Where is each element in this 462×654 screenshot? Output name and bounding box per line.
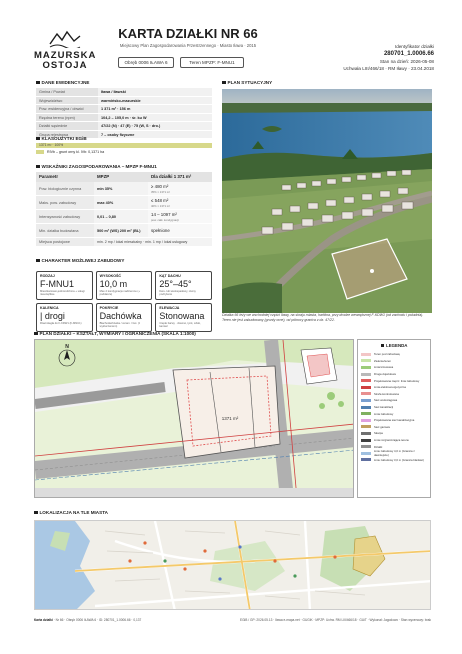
wsk-plot <box>148 210 212 223</box>
id-block <box>343 43 434 72</box>
legend-label: Linia elektroenergetyczna <box>374 385 406 390</box>
legend-label: Zielenie/teren <box>374 358 391 363</box>
legend-item <box>361 430 427 437</box>
wsk-header-row <box>36 172 212 182</box>
dane-key: Rzędna terenu (npm) <box>36 114 98 122</box>
legend-label: Strefa kontrolowana <box>374 391 399 396</box>
aerial-photo-image <box>222 89 432 313</box>
char-card-label: KALENICA <box>40 306 59 310</box>
klasy-swatch <box>36 150 44 154</box>
wsk-col-param: Parametr <box>39 174 59 179</box>
id-value: 280701_1.0006.66 <box>383 51 434 57</box>
legend-label: Sieć gazowa <box>374 424 390 429</box>
logo <box>34 28 96 72</box>
char-block <box>36 266 212 332</box>
plot-area-label: 1371 m² <box>221 416 239 421</box>
legend-swatch <box>361 379 371 382</box>
legend-item <box>361 371 427 378</box>
dane-row <box>36 105 212 114</box>
wsk-heading: WSKAŹNIKI ZAGOSPODAROWANIA – MPZP F-MNU1 <box>36 164 157 169</box>
klasy-bar: 1371 m² · 100% <box>36 143 212 148</box>
legend-swatch <box>361 353 371 356</box>
legend-swatch <box>361 392 371 395</box>
char-card-desc: Max 2 kondygnacje nadziemne (+ poddasze) <box>99 290 140 297</box>
char-card-label: ELEWACJA <box>159 306 180 310</box>
section-square-icon <box>36 137 40 141</box>
klasy-legend: RIVb – grunt orny kl. IVb: 0,1371 ha <box>36 150 212 154</box>
legend-item <box>361 457 427 464</box>
char-card-desc: Dwu- lub wielospadowy, równy pochylenie <box>159 290 196 297</box>
section-square-icon <box>34 511 38 515</box>
logo-line2: OSTOJA <box>42 60 88 71</box>
wave-logo-icon <box>48 28 82 48</box>
legend-label: Linie zabudowy 4,0 m (Granica z dawniejsze) <box>374 449 415 458</box>
wsk-plot <box>148 224 212 237</box>
section-square-icon <box>36 81 40 85</box>
legend-label: Teren pod zabudowę <box>374 352 400 357</box>
legend-panel <box>357 339 431 498</box>
char-card <box>155 303 212 332</box>
legend-label: Linia rozgraniczająca terenu <box>374 438 409 443</box>
char-card-desc: Równoległa do F-KDW1 (F-MNU1) <box>40 322 82 325</box>
lok-heading: LOKALIZACJA NA TLE MIASTA <box>34 510 108 515</box>
char-heading: CHARAKTER MOŻLIWEJ ZABUDOWY <box>36 258 124 263</box>
char-card-desc: Ciepłe barwy · drewno, tynk, szkło, kamień <box>159 322 201 329</box>
char-card-desc: Mieszkaniowo-jednorodzinna + usługi nieuciążliwe <box>40 290 85 297</box>
char-card <box>96 271 153 300</box>
dane-key: Działki sąsiednie <box>36 122 98 130</box>
klasy-heading: KLASOUŻYTKI EGiB <box>36 136 87 141</box>
wsk-plot-value: 14 – 1097 m² <box>151 211 177 217</box>
aerial-photo <box>222 89 432 313</box>
legend-label: Działki <box>374 444 383 449</box>
legend-swatch <box>361 386 371 389</box>
obreb-pill: Obręb 0006 IŁAWA 6 <box>118 57 174 68</box>
id-label: Identyfikator działki <box>394 44 434 49</box>
stan-date: Stan na dzień: 2026-05-08 <box>379 59 434 64</box>
legend-label: Projektowana sieć kanalizacyjna <box>374 418 415 423</box>
char-card-value: Dachówka <box>99 311 142 321</box>
char-card <box>155 271 212 300</box>
dane-row <box>36 88 212 97</box>
legend-label: Skarpa <box>374 431 383 436</box>
wsk-plot-value: ≤ 548 m² <box>151 197 169 203</box>
section-square-icon <box>34 332 38 336</box>
dane-key: Pow. ewidencyjna / obwód <box>36 105 98 113</box>
dane-value: 104,2 – 105,0 m · śr. ku W <box>98 114 212 122</box>
wsk-plot-value: ≥ 480 m² <box>151 183 169 189</box>
legend-title: LEGENDA <box>361 343 427 348</box>
char-card <box>96 303 153 332</box>
char-card-label: WYSOKOŚĆ <box>99 274 122 278</box>
dane-value: warmińsko-mazurskie <box>98 97 212 105</box>
legend-item <box>361 404 427 411</box>
char-card-value: 25°–45° <box>159 279 192 289</box>
dane-value: 1 371 m² · 156 m <box>98 105 212 113</box>
wsk-param: Intensywność zabudowy <box>36 210 94 223</box>
dane-heading: DANE EWIDENCYJNE <box>36 80 90 85</box>
legend-label: Linia krzewowa <box>374 365 394 370</box>
wsk-col-plot: Dla działki 1 371 m² <box>151 174 192 179</box>
char-card <box>36 271 93 300</box>
section-square-icon <box>36 259 40 263</box>
char-card-value: F-MNU1 <box>40 279 74 289</box>
city-location-map <box>34 520 431 610</box>
dane-row <box>36 114 212 123</box>
char-card-desc: Blachodachówka / ceram. / bet. (z wykluczeniem) <box>99 322 141 329</box>
legend-swatch <box>361 406 371 409</box>
dane-key: Gmina / Powiat <box>36 88 98 96</box>
legend-swatch <box>361 373 371 376</box>
legend-label: Sieć kanalizacji <box>374 405 394 410</box>
plan-dz-heading: PLAN DZIAŁKI – KSZTAŁT, WYMIARY I OGRANICZENIA (SKALA 1:1000) <box>34 331 196 336</box>
legend-item <box>361 364 427 371</box>
legend-swatch <box>361 419 371 422</box>
dane-key: Grupa rejestrowa <box>36 131 98 139</box>
klasy-block <box>36 143 212 154</box>
wsk-row <box>36 224 212 238</box>
char-card-label: POKRYCIE <box>99 306 119 310</box>
legend-item <box>361 384 427 391</box>
legend-item <box>361 410 427 417</box>
logo-line1: MAZURSKA <box>34 50 97 61</box>
dane-value: 47/22 (N) · 47 (E) · 75 (W, S · dro.) <box>98 122 212 130</box>
dane-value: Iława / Iławski <box>98 88 212 96</box>
legend-swatch <box>361 425 371 428</box>
legend-item <box>361 450 427 457</box>
section-square-icon <box>36 165 40 169</box>
legend-item <box>361 417 427 424</box>
plot-plan-map <box>34 339 354 498</box>
uchwala: Uchwała LIII/466/18 · RM Iławy · 23.04.2018 <box>343 66 434 71</box>
city-map-svg <box>35 521 431 610</box>
photo-caption: Działka 66 leży we wschodniej części Iławy, na skraju miasta, harfdna, przy drodze wewnętrznej F-KDW1 (od zachodu i południa). Teren nie jest zabudowany (grunty orne), od północy granica z dz. 47/22. <box>222 313 424 322</box>
wsk-mpzp: min 35% <box>94 182 148 195</box>
wsk-row <box>36 210 212 224</box>
legend-label: Sieć wodociągowa <box>374 398 398 403</box>
wsk-mpzp: 500 m² (WS) 200 m² (BL) <box>94 224 148 237</box>
char-card-value: 10,0 m <box>99 279 128 289</box>
dane-row <box>36 122 212 131</box>
wsk-plot-sub: 40% × 1371 m² <box>151 203 171 208</box>
legend-item <box>361 391 427 398</box>
wsk-row <box>36 182 212 196</box>
wsk-plot-sub: pow. całk. kondygnacji <box>151 217 179 222</box>
wsk-row <box>36 196 212 210</box>
title-block <box>108 26 268 48</box>
char-card-value: | drogi <box>40 311 65 321</box>
wsk-plot-sub: 35% × 1371 m² <box>151 189 171 194</box>
wsk-mpzp: 0,01 – 0,80 <box>94 210 148 223</box>
section-square-icon <box>222 81 226 85</box>
legend-swatch <box>361 399 371 402</box>
wsk-col-mpzp: MPZP <box>97 174 110 179</box>
wsk-param: Maks. pow. zabudowy <box>36 196 94 209</box>
dane-key: Województwo <box>36 97 98 105</box>
footer-right: EGiB / GP: 2026.05.13 · Iława e-mapa.net · GUGiK · MPZP: Uchw. RM LIII/466/18 · GUiT · Wykonał: Jagodowo · Stan wycenowy: brak <box>239 618 431 622</box>
legend-label: Linie zabudowy 3,0 m (Granica blankiet) <box>374 457 424 462</box>
wsk-param: Pow. biologicznie czynna <box>36 182 94 195</box>
plot-plan-svg <box>35 340 354 498</box>
page-subtitle: Miejscowy Plan Zagospodarowania Przestrzennego · Miasto Iława · 2015 <box>119 43 257 48</box>
north-label: N <box>65 344 69 350</box>
dane-table <box>36 88 212 139</box>
wsk-table <box>36 172 212 247</box>
legend-item <box>361 397 427 404</box>
legend-swatch <box>361 458 371 461</box>
legend-label: Linia zabudowy <box>374 411 394 416</box>
dane-value: 7 – osoby fizyczne <box>98 131 212 139</box>
wsk-param: Min. działka budowlana <box>36 224 94 237</box>
char-card-value: Stonowana <box>159 311 205 321</box>
wsk-plot <box>148 182 212 195</box>
plan-syt-heading: PLAN SYTUACYJNY <box>222 80 272 85</box>
legend-swatch <box>361 452 371 455</box>
section-square-icon <box>381 344 385 348</box>
legend-item <box>361 377 427 384</box>
wsk-note-row: Miejsca postojowe min. 2 mp / lokal mieszkalny · min. 1 mp / lokal usługowy <box>36 238 212 247</box>
legend-swatch <box>361 359 371 362</box>
wsk-mpzp: max 40% <box>94 196 148 209</box>
legend-item <box>361 351 427 358</box>
legend-swatch <box>361 432 371 435</box>
legend-label: Droga dojazdowa <box>374 372 396 377</box>
legend-swatch <box>361 366 371 369</box>
legend-item <box>361 424 427 431</box>
page-title: KARTA DZIAŁKI NR 66 <box>118 26 258 41</box>
page-footer <box>34 618 431 626</box>
legend-swatch <box>361 412 371 415</box>
char-card <box>36 303 93 332</box>
wsk-plot <box>148 196 212 209</box>
legend-label: Projektowana nieprz. linia zabudowy <box>374 378 420 383</box>
teren-pill: Teren MPZP: F-MNU1 <box>180 57 244 68</box>
legend-swatch <box>361 445 371 448</box>
legend-item <box>361 358 427 365</box>
wsk-plot-value: spełnione <box>151 227 170 233</box>
dane-row <box>36 97 212 106</box>
legend-swatch <box>361 439 371 442</box>
char-card-label: RODZAJ <box>40 274 55 278</box>
footer-left: Karta działki · Nr 66 · Obręb 0006 IŁAWA 6 · ID: 280701_1.0006.66 · 0,137 <box>34 618 142 622</box>
char-card-label: KĄT DACHU <box>159 274 181 278</box>
legend-item <box>361 437 427 444</box>
